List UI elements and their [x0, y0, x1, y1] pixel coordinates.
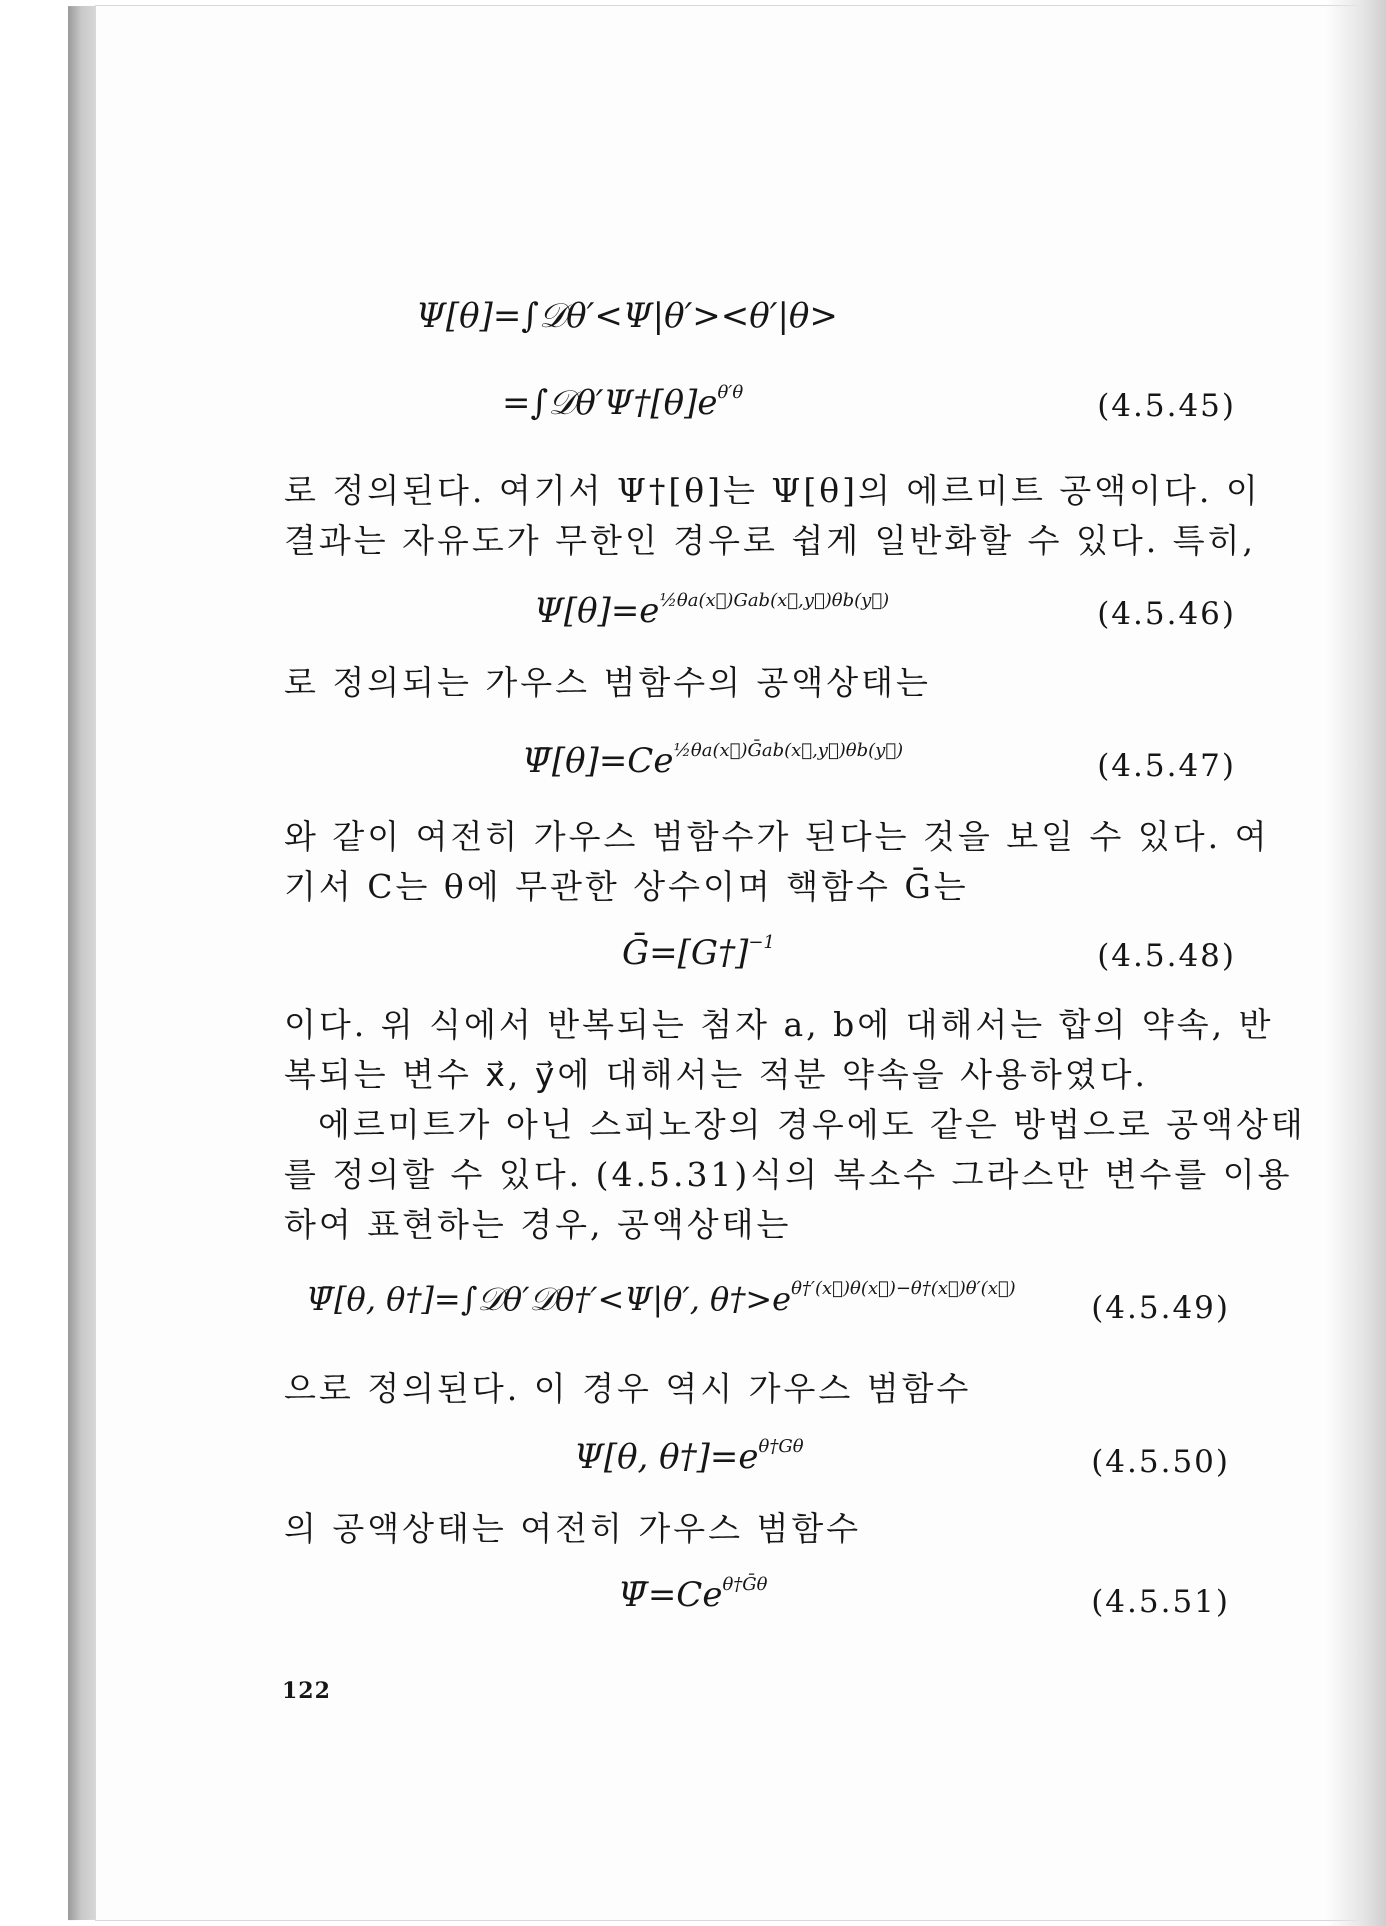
paragraph-5 — [284, 1100, 1306, 1250]
book-spine — [68, 6, 98, 1920]
paragraph-4-line-2: 복되는 변수 x⃗, y⃗에 대해서는 적분 약속을 사용하였다. — [284, 1055, 1149, 1094]
paragraph-6 — [284, 1364, 1240, 1414]
paragraph-2-line-1: 로 정의되는 가우스 범함수의 공액상태는 — [284, 663, 931, 702]
equation-number-4-5-45: (4.5.45) — [1097, 388, 1236, 424]
paragraph-7-line-1: 의 공액상태는 여전히 가우스 범함수 — [284, 1509, 862, 1548]
equation-4-5-46: $\Psi[\theta]=e^{\frac{1}{2}\theta a(x⃗)Gab(x⃗,y⃗)\theta b(y⃗)}$ — [534, 590, 890, 631]
equation-4-5-44-line1: Ψ[θ]=∫𝒟θ′<Ψ|θ′><θ′|θ> — [416, 296, 838, 336]
equation-4-5-45: $=\int 𝒟\theta'\Psi\dagger[\theta]e^{\theta'\theta}$ — [502, 382, 744, 423]
paragraph-5-line-1: 에르미트가 아닌 스피노장의 경우에도 같은 방법으로 공액상태 — [318, 1105, 1306, 1144]
paragraph-3-line-2: 기서 C는 θ에 무관한 상수이며 핵함수 Ḡ는 — [284, 867, 969, 906]
paragraph-3-line-1: 와 같이 여전히 가우스 범함수가 된다는 것을 보일 수 있다. 여 — [284, 817, 1270, 856]
equation-number-4-5-47: (4.5.47) — [1097, 748, 1236, 784]
paragraph-5-line-3: 하여 표현하는 경우, 공액상태는 — [284, 1205, 792, 1244]
paragraph-1 — [284, 466, 1261, 566]
paragraph-4 — [284, 1000, 1274, 1100]
paragraph-7 — [284, 1504, 1240, 1554]
equation-number-4-5-46: (4.5.46) — [1097, 596, 1236, 632]
paragraph-6-line-1: 으로 정의된다. 이 경우 역시 가우스 범함수 — [284, 1369, 972, 1408]
page-edge-shadow — [1326, 0, 1386, 1926]
paragraph-1-line-1: 로 정의된다. 여기서 Ψ†[θ]는 Ψ[θ]의 에르미트 공액이다. 이 — [284, 471, 1261, 510]
paragraph-4-line-1: 이다. 위 식에서 반복되는 첨자 a, b에 대해서는 합의 약속, 반 — [284, 1005, 1274, 1044]
equation-number-4-5-50: (4.5.50) — [1091, 1444, 1230, 1480]
paragraph-2 — [284, 658, 1240, 708]
paragraph-1-line-2: 결과는 자유도가 무한인 경우로 쉽게 일반화할 수 있다. 특히, — [284, 521, 1256, 560]
paragraph-5-line-2: 를 정의할 수 있다. (4.5.31)식의 복소수 그라스만 변수를 이용 — [284, 1155, 1293, 1194]
equation-4-5-51: $\Psī=Ce^{\theta\dagger Ḡ\theta}$ — [618, 1574, 768, 1615]
equation-number-4-5-49: (4.5.49) — [1091, 1290, 1230, 1326]
equation-4-5-50: Ψ[θ, $\theta\dagger]=e^{\theta\dagger G\theta}$ — [574, 1436, 804, 1477]
paragraph-3 — [284, 812, 1270, 912]
equation-number-4-5-51: (4.5.51) — [1091, 1584, 1230, 1620]
equation-4-5-49: Ψ̄[θ, θ†]=∫𝒟θ′𝒟θ†′<Ψ|θ′, $\theta\dagger>e^{\theta\dagger'(x⃗)\theta(x⃗)-\theta\dagger(x⃗)\theta'(x⃗)}$ — [306, 1278, 1016, 1318]
equation-4-5-47: $\Psī[\theta]=Ce^{\frac{1}{2}\theta a(x⃗)Ḡab(x⃗,y⃗)\theta b(y⃗)}$ — [522, 740, 904, 781]
equation-4-5-48: Ḡ=[G†]$^{-1}$ — [622, 932, 775, 973]
equation-number-4-5-48: (4.5.48) — [1097, 938, 1236, 974]
page-number: 122 — [282, 1678, 331, 1704]
